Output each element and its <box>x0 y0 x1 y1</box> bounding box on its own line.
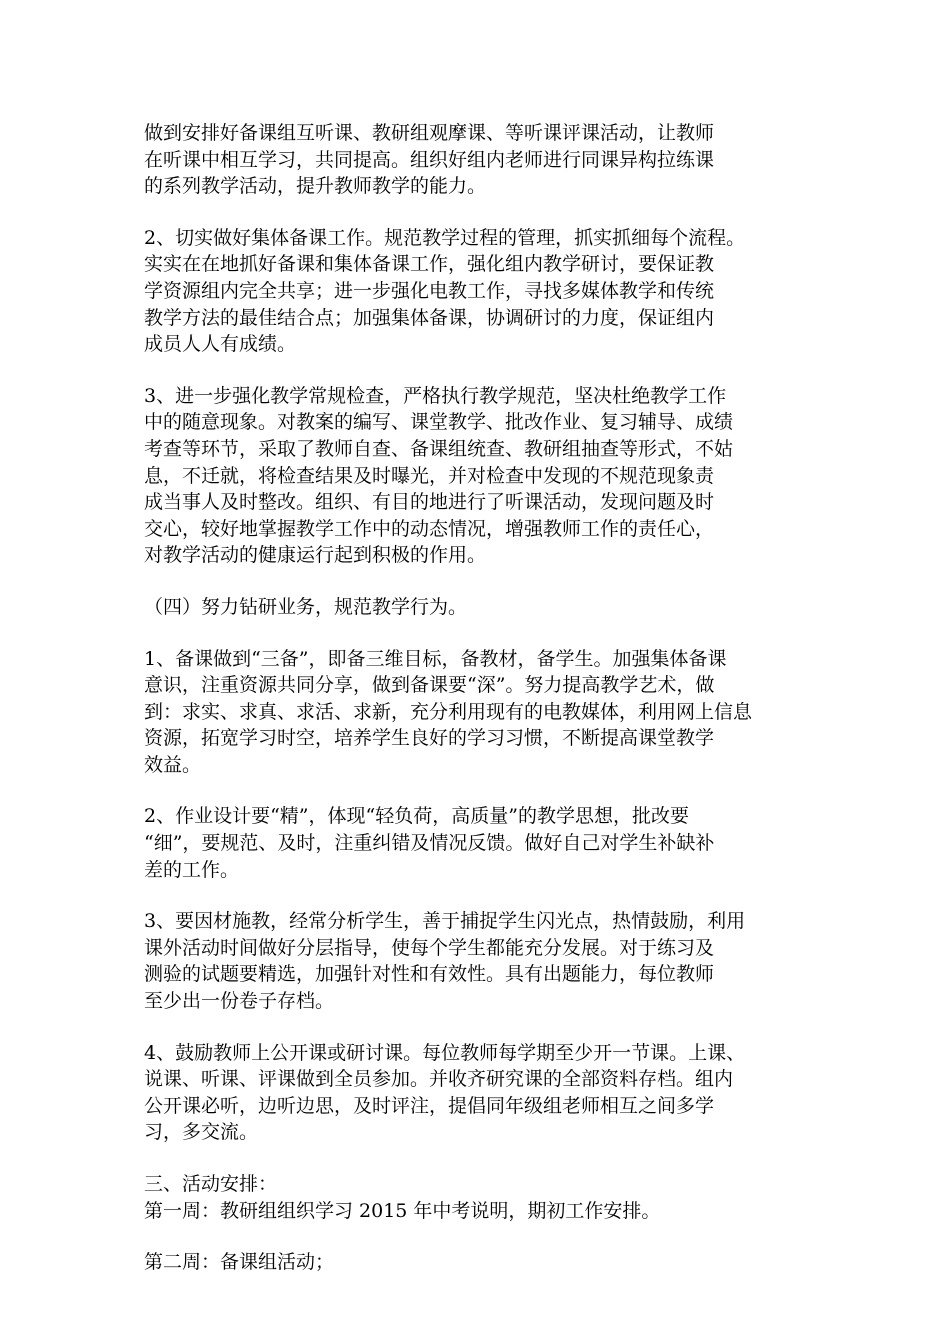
paragraph-routine-inspection <box>144 383 824 569</box>
text-line: 成当事人及时整改。组织、有目的地进行了听课活动，发现问题及时 <box>144 491 715 514</box>
text-line: “细”，要规范、及时，注重纠错及情况反馈。做好自己对学生补缺补 <box>144 832 715 855</box>
text-line: 1、备课做到“三备”，即备三维目标，备教材，备学生。加强集体备课 <box>144 647 727 670</box>
text-line: 交心，较好地掌握教学工作中的动态情况，增强教师工作的责任心， <box>144 517 715 540</box>
section-heading: （四）努力钻研业务，规范教学行为。 <box>144 595 468 618</box>
text-line: 4、鼓励教师上公开课或研讨课。每位教师每学期至少开一节课。上课、 <box>144 1041 746 1064</box>
text-line: 做到安排好备课组互听课、教研组观摩课、等听课评课活动，让教师 <box>144 122 715 144</box>
text-line: 考查等环节，采取了教师自查、备课组统查、教研组抽查等形式，不姑 <box>144 437 734 460</box>
text-line: 测验的试题要精选，加强针对性和有效性。具有出题能力，每位教师 <box>144 963 715 986</box>
text-line: 3、进一步强化教学常规检查，严格执行教学规范，坚决杜绝教学工作 <box>144 384 727 407</box>
text-line: 息，不迁就，将检查结果及时曝光，并对检查中发现的不规范现象责 <box>144 464 715 487</box>
paragraph-lesson-observation <box>144 120 824 200</box>
section-heading: 三、活动安排： <box>144 1173 278 1195</box>
text-line: 课外活动时间做好分层指导，使每个学生都能充分发展。对于练习及 <box>144 936 715 959</box>
section-activity-schedule <box>144 1171 824 1224</box>
text-line: 资源，拓宽学习时空，培养学生良好的学习习惯，不断提高课堂教学 <box>144 727 715 750</box>
section-heading-four <box>144 594 824 621</box>
paragraph-open-classes <box>144 1040 824 1146</box>
text-line: 差的工作。 <box>144 858 240 881</box>
schedule-week-2-block <box>144 1249 824 1276</box>
text-line: 到：求实、求真、求活、求新，充分利用现有的电教媒体，利用网上信息 <box>144 700 753 723</box>
paragraph-collective-lesson-prep <box>144 225 824 358</box>
paragraph-individualized-teaching <box>144 908 824 1014</box>
schedule-week-2: 第二周：备课组活动； <box>144 1251 335 1274</box>
text-line: 对教学活动的健康运行起到积极的作用。 <box>144 544 487 567</box>
text-line: 效益。 <box>144 753 202 776</box>
text-line: 至少出一份卷子存档。 <box>144 990 335 1013</box>
text-line: 习，多交流。 <box>144 1121 259 1144</box>
text-line: 2、作业设计要“精”，体现“轻负荷，高质量”的教学思想，批改要 <box>144 805 689 828</box>
paragraph-three-preparations <box>144 646 824 779</box>
text-line: 成员人人有成绩。 <box>144 333 297 356</box>
paragraph-homework-design <box>144 803 824 883</box>
text-line: 意识，注重资源共同分享，做到备课要“深”。努力提高教学艺术，做 <box>144 674 715 697</box>
schedule-week-1: 第一周：教研组组织学习 2015 年中考说明，期初工作安排。 <box>144 1199 661 1222</box>
text-line: 3、要因材施教，经常分析学生，善于捕捉学生闪光点，热情鼓励，利用 <box>144 910 746 933</box>
text-line: 说课、听课、评课做到全员参加。并收齐研究课的全部资料存档。组内 <box>144 1068 734 1091</box>
text-line: 在听课中相互学习，共同提高。组织好组内老师进行同课异构拉练课 <box>144 148 715 171</box>
text-line: 教学方法的最佳结合点；加强集体备课，协调研讨的力度，保证组内 <box>144 306 715 329</box>
text-line: 实实在在地抓好备课和集体备课工作，强化组内教学研讨，要保证教 <box>144 253 715 276</box>
text-line: 的系列教学活动，提升教师教学的能力。 <box>144 175 487 198</box>
text-line: 2、切实做好集体备课工作。规范教学过程的管理，抓实抓细每个流程。 <box>144 226 746 249</box>
text-line: 中的随意现象。对教案的编写、课堂教学、批改作业、复习辅导、成绩 <box>144 411 734 434</box>
text-line: 公开课必听，边听边思，及时评注，提倡同年级组老师相互之间多学 <box>144 1094 715 1117</box>
document-page <box>144 120 824 1276</box>
text-line: 学资源组内完全共享；进一步强化电教工作，寻找多媒体教学和传统 <box>144 279 715 302</box>
